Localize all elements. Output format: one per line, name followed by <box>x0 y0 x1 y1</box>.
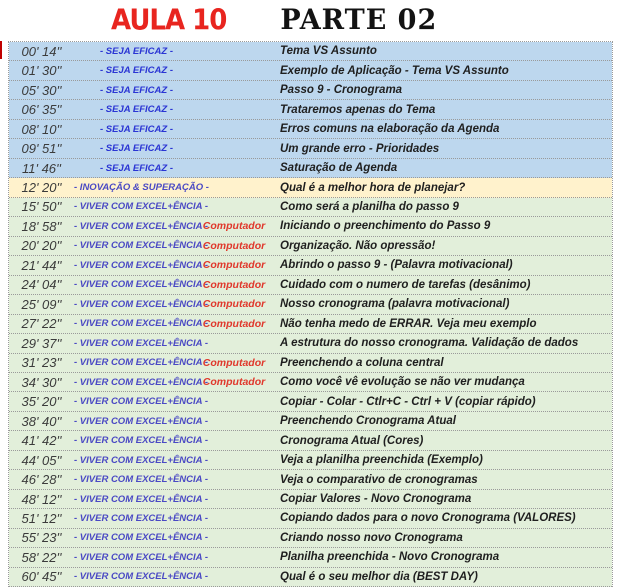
description-cell: Preenchendo a coluna central <box>280 356 444 369</box>
table-row <box>9 548 612 567</box>
description-cell: Tema VS Assunto <box>280 45 377 58</box>
category-cell: - VIVER COM EXCEL+ÊNCIA - <box>74 415 208 427</box>
category-cell: - VIVER COM EXCEL+ÊNCIA - <box>74 279 208 291</box>
table-row <box>9 451 612 470</box>
table-row <box>9 237 612 256</box>
table-row <box>9 139 612 158</box>
table-row <box>9 568 612 587</box>
category-cell: - VIVER COM EXCEL+ÊNCIA - <box>74 259 208 271</box>
computador-cell: Computador <box>202 298 266 311</box>
category-cell: - SEJA EFICAZ - <box>99 123 173 135</box>
table-row <box>9 490 612 509</box>
timestamp-cell: 29' 37'' <box>21 335 62 351</box>
timestamp-cell: 06' 35'' <box>21 102 62 118</box>
category-cell: - SEJA EFICAZ - <box>99 65 173 77</box>
timestamp-cell: 25' 09'' <box>21 296 62 312</box>
category-cell: - SEJA EFICAZ - <box>99 143 173 155</box>
description-cell: Como será a planilha do passo 9 <box>280 200 459 213</box>
timestamp-cell: 15' 50'' <box>21 199 62 215</box>
category-cell: - VIVER COM EXCEL+ÊNCIA - <box>74 337 208 349</box>
table-row <box>9 529 612 548</box>
category-cell: - VIVER COM EXCEL+ÊNCIA - <box>74 298 208 310</box>
description-cell: Organização. Não opressão! <box>280 239 436 252</box>
timestamp-cell: 24' 04'' <box>21 277 62 293</box>
description-cell: Não tenha medo de ERRAR. Veja meu exemplo <box>280 317 537 330</box>
timestamp-cell: 27' 22'' <box>21 316 62 332</box>
table-row <box>9 392 612 411</box>
category-cell: - VIVER COM EXCEL+ÊNCIA - <box>74 493 208 505</box>
category-cell: - VIVER COM EXCEL+ÊNCIA - <box>74 551 208 563</box>
category-cell: - INOVAÇÃO & SUPERAÇÃO - <box>74 182 209 194</box>
computador-cell: Computador <box>202 220 266 233</box>
category-cell: - VIVER COM EXCEL+ÊNCIA - <box>74 512 208 524</box>
category-cell: - VIVER COM EXCEL+ÊNCIA - <box>74 240 208 252</box>
description-cell: Planilha preenchida - Novo Cronograma <box>280 551 500 564</box>
timestamp-cell: 34' 30'' <box>21 374 62 390</box>
category-cell: - SEJA EFICAZ - <box>99 45 173 57</box>
timestamp-cell: 35' 20'' <box>21 394 62 410</box>
table-row <box>9 412 612 431</box>
description-cell: Abrindo o passo 9 - (Palavra motivacional) <box>280 259 513 272</box>
timestamp-cell: 18' 58'' <box>21 218 62 234</box>
table-row <box>9 159 612 178</box>
table-row <box>9 198 612 217</box>
description-cell: Erros comuns na elaboração da Agenda <box>280 123 500 136</box>
description-cell: Veja o comparativo de cronogramas <box>280 473 478 486</box>
timestamp-cell: 09' 51'' <box>21 141 62 157</box>
table-row <box>9 42 612 61</box>
timestamp-cell: 12' 20'' <box>21 180 62 196</box>
table-row <box>9 256 612 275</box>
timeline-table <box>8 41 613 587</box>
timestamp-cell: 55' 23'' <box>21 530 62 546</box>
description-cell: Preenchendo Cronograma Atual <box>280 415 456 428</box>
category-cell: - VIVER COM EXCEL+ÊNCIA - <box>74 201 208 213</box>
description-cell: Passo 9 - Cronograma <box>280 84 403 97</box>
timestamp-cell: 05' 30'' <box>21 82 62 98</box>
category-cell: - VIVER COM EXCEL+ÊNCIA - <box>74 376 208 388</box>
category-cell: - VIVER COM EXCEL+ÊNCIA - <box>74 220 208 232</box>
description-cell: Como você vê evolução se não ver mudança <box>280 376 525 389</box>
timestamp-cell: 46' 28'' <box>21 472 62 488</box>
category-cell: - VIVER COM EXCEL+ÊNCIA - <box>74 435 208 447</box>
timestamp-cell: 51' 12'' <box>21 510 62 526</box>
description-cell: Saturação de Agenda <box>280 162 398 175</box>
timestamp-cell: 60' 45'' <box>21 569 62 585</box>
description-cell: Qual é o seu melhor dia (BEST DAY) <box>280 570 478 583</box>
description-cell: Nosso cronograma (palavra motivacional) <box>280 298 510 311</box>
left-edge-marker <box>0 41 2 59</box>
description-cell: Cronograma Atual (Cores) <box>280 434 424 447</box>
timestamp-cell: 08' 10'' <box>21 121 62 137</box>
table-row <box>9 354 612 373</box>
category-cell: - VIVER COM EXCEL+ÊNCIA - <box>74 571 208 583</box>
category-cell: - VIVER COM EXCEL+ÊNCIA - <box>74 474 208 486</box>
description-cell: Cuidado com o numero de tarefas (desânimo) <box>280 278 531 291</box>
table-row <box>9 315 612 334</box>
page-header <box>0 0 619 41</box>
timestamp-cell: 38' 40'' <box>21 413 62 429</box>
description-cell: Qual é a melhor hora de planejar? <box>280 181 466 194</box>
table-row <box>9 431 612 450</box>
timestamp-cell: 11' 46'' <box>21 160 61 176</box>
description-cell: Copiar Valores - Novo Cronograma <box>280 493 472 506</box>
table-row <box>9 470 612 489</box>
computador-cell: Computador <box>202 278 266 291</box>
description-cell: Veja a planilha preenchida (Exemplo) <box>280 454 483 467</box>
timestamp-cell: 21' 44'' <box>21 257 62 273</box>
course-title: AULA 10 <box>111 4 227 37</box>
timestamp-cell: 48' 12'' <box>21 491 62 507</box>
table-row <box>9 178 612 197</box>
table-row <box>9 295 612 314</box>
table-row <box>9 61 612 80</box>
timestamp-cell: 00' 14'' <box>21 43 62 59</box>
description-cell: Criando nosso novo Cronograma <box>280 531 463 544</box>
table-row <box>9 276 612 295</box>
category-cell: - SEJA EFICAZ - <box>99 162 173 174</box>
computador-cell: Computador <box>202 317 266 330</box>
category-cell: - VIVER COM EXCEL+ÊNCIA - <box>74 532 208 544</box>
part-title: PARTE 02 <box>280 4 438 37</box>
category-cell: - SEJA EFICAZ - <box>99 104 173 116</box>
timestamp-cell: 20' 20'' <box>21 238 62 254</box>
table-row <box>9 120 612 139</box>
computador-cell: Computador <box>202 259 266 272</box>
category-cell: - VIVER COM EXCEL+ÊNCIA - <box>74 318 208 330</box>
computador-cell: Computador <box>202 376 266 389</box>
table-row <box>9 81 612 100</box>
description-cell: A estrutura do nosso cronograma. Validação de dados <box>280 337 579 350</box>
timestamp-cell: 58' 22'' <box>21 549 62 565</box>
timestamp-cell: 44' 05'' <box>21 452 62 468</box>
table-row <box>9 100 612 119</box>
table-row <box>9 373 612 392</box>
category-cell: - VIVER COM EXCEL+ÊNCIA - <box>74 396 208 408</box>
table-row <box>9 334 612 353</box>
timestamp-cell: 31' 23'' <box>21 355 62 371</box>
description-cell: Copiar - Colar - Ctlr+C - Ctrl + V (copiar rápido) <box>280 395 536 408</box>
category-cell: - SEJA EFICAZ - <box>99 84 173 96</box>
category-cell: - VIVER COM EXCEL+ÊNCIA - <box>74 454 208 466</box>
computador-cell: Computador <box>202 239 266 252</box>
description-cell: Copiando dados para o novo Cronograma (VALORES) <box>280 512 576 525</box>
description-cell: Um grande erro - Prioridades <box>280 142 440 155</box>
computador-cell: Computador <box>202 356 266 369</box>
description-cell: Exemplo de Aplicação - Tema VS Assunto <box>280 64 509 77</box>
description-cell: Trataremos apenas do Tema <box>280 103 436 116</box>
category-cell: - VIVER COM EXCEL+ÊNCIA - <box>74 357 208 369</box>
timestamp-cell: 01' 30'' <box>21 63 62 79</box>
table-row <box>9 509 612 528</box>
table-row <box>9 217 612 236</box>
timestamp-cell: 41' 42'' <box>21 433 62 449</box>
description-cell: Iniciando o preenchimento do Passo 9 <box>280 220 491 233</box>
